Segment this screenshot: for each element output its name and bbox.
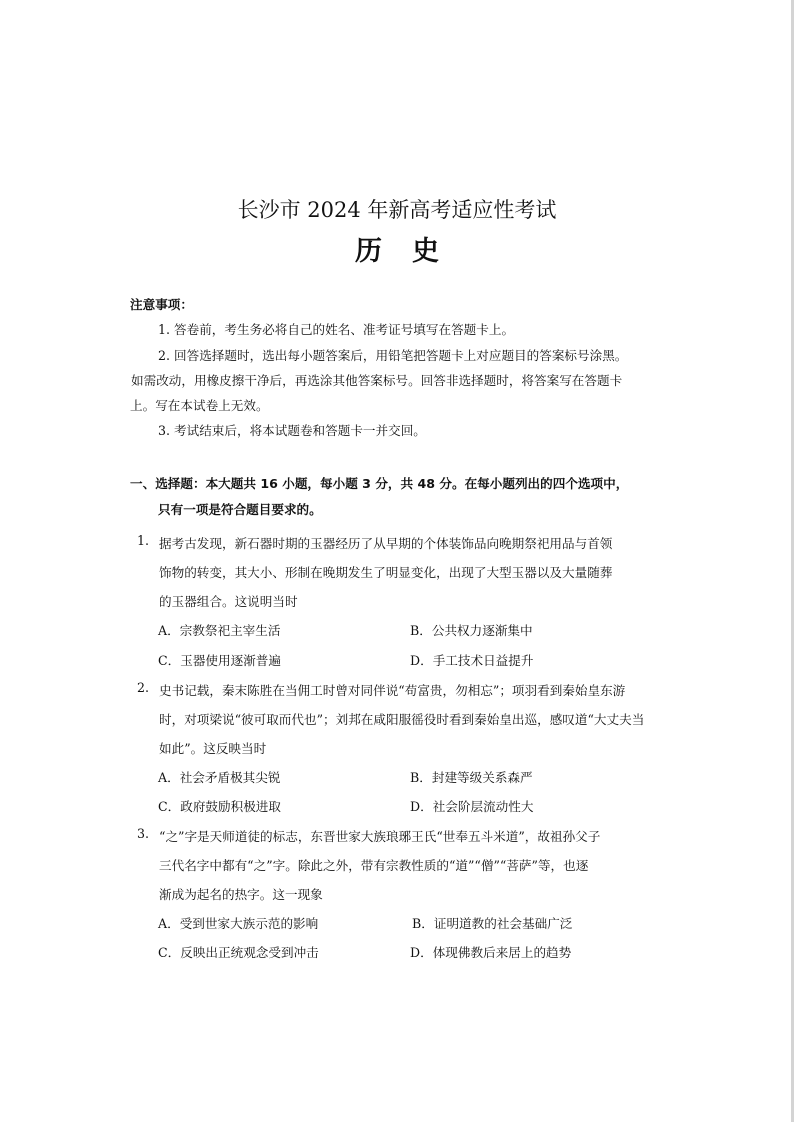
question-1-option-d: D．手工技术日益提升: [410, 653, 534, 668]
question-3-number: 3.: [137, 826, 150, 841]
question-2-line-2: 时，对项梁说“彼可取而代也”；刘邦在咸阳服徭役时看到秦始皇出巡，感叹道“大丈夫当: [159, 712, 645, 727]
question-1-option-b: B．公共权力逐渐集中: [410, 623, 533, 638]
question-2-option-a: A．社会矛盾极其尖锐: [158, 770, 281, 785]
section-heading-cont: 只有一项是符合题目要求的。: [158, 502, 322, 517]
question-2-line-1: 史书记载，秦末陈胜在当佣工时曾对同伴说“苟富贵，勿相忘”；项羽看到秦始皇东游: [159, 683, 626, 698]
question-3-option-a: A．受到世家大族示范的影响: [158, 916, 319, 931]
question-3-option-d: D．体现佛教后来居上的趋势: [410, 945, 572, 960]
section-heading: 一、选择题：本大题共 16 小题，每小题 3 分，共 48 分。在每小题列出的四个选项中，: [130, 476, 629, 491]
question-2-line-3: 如此”。这反映当时: [159, 741, 267, 756]
question-1-number: 1.: [137, 533, 150, 548]
notice-item-2: 2. 回答选择题时，选出每小题答案后，用铅笔把答题卡上对应题目的答案标号涂黑。: [158, 348, 628, 363]
exam-title: 长沙市 2024 年新高考适应性考试: [237, 198, 557, 222]
notice-item-1: 1. 答卷前，考生务必将自己的姓名、准考证号填写在答题卡上。: [158, 322, 515, 337]
notice-heading: 注意事项：: [130, 297, 193, 312]
question-2-number: 2.: [137, 680, 150, 695]
notice-item-2-end: 上。写在本试卷上无效。: [130, 398, 269, 413]
notice-item-3: 3. 考试结束后，将本试题卷和答题卡一并交回。: [158, 423, 426, 438]
question-1-line-2: 饰物的转变，其大小、形制在晚期发生了明显变化，出现了大型玉器以及大量随葬: [159, 565, 613, 580]
question-3-option-b: B．证明道教的社会基础广泛: [412, 916, 573, 931]
question-1-option-a: A．宗教祭祀主宰生活: [158, 623, 281, 638]
question-3-line-1: “之”字是天师道徒的标志，东晋世家大族琅琊王氏“世奉五斗米道”，故祖孙父子: [159, 829, 601, 844]
question-3-line-2: 三代名字中都有“之”字。除此之外，带有宗教性质的“道”“僧”“菩萨”等，也逐: [159, 858, 589, 873]
question-2-option-d: D．社会阶层流动性大: [410, 799, 534, 814]
question-1-line-1: 据考古发现，新石器时期的玉器经历了从早期的个体装饰品向晚期祭祀用品与首领: [159, 536, 613, 551]
question-1-option-c: C．玉器使用逐渐普遍: [158, 653, 281, 668]
question-3-line-3: 渐成为起名的热字。这一现象: [159, 887, 323, 902]
notice-item-2-cont: 如需改动，用橡皮擦干净后，再选涂其他答案标号。回答非选择题时，将答案写在答题卡: [131, 373, 623, 388]
question-3-option-c: C．反映出正统观念受到冲击: [158, 945, 319, 960]
subject-title: 历史: [355, 236, 469, 267]
question-2-option-c: C．政府鼓励积极进取: [158, 799, 281, 814]
question-2-option-b: B．封建等级关系森严: [410, 770, 533, 785]
question-1-line-3: 的玉器组合。这说明当时: [159, 594, 298, 609]
